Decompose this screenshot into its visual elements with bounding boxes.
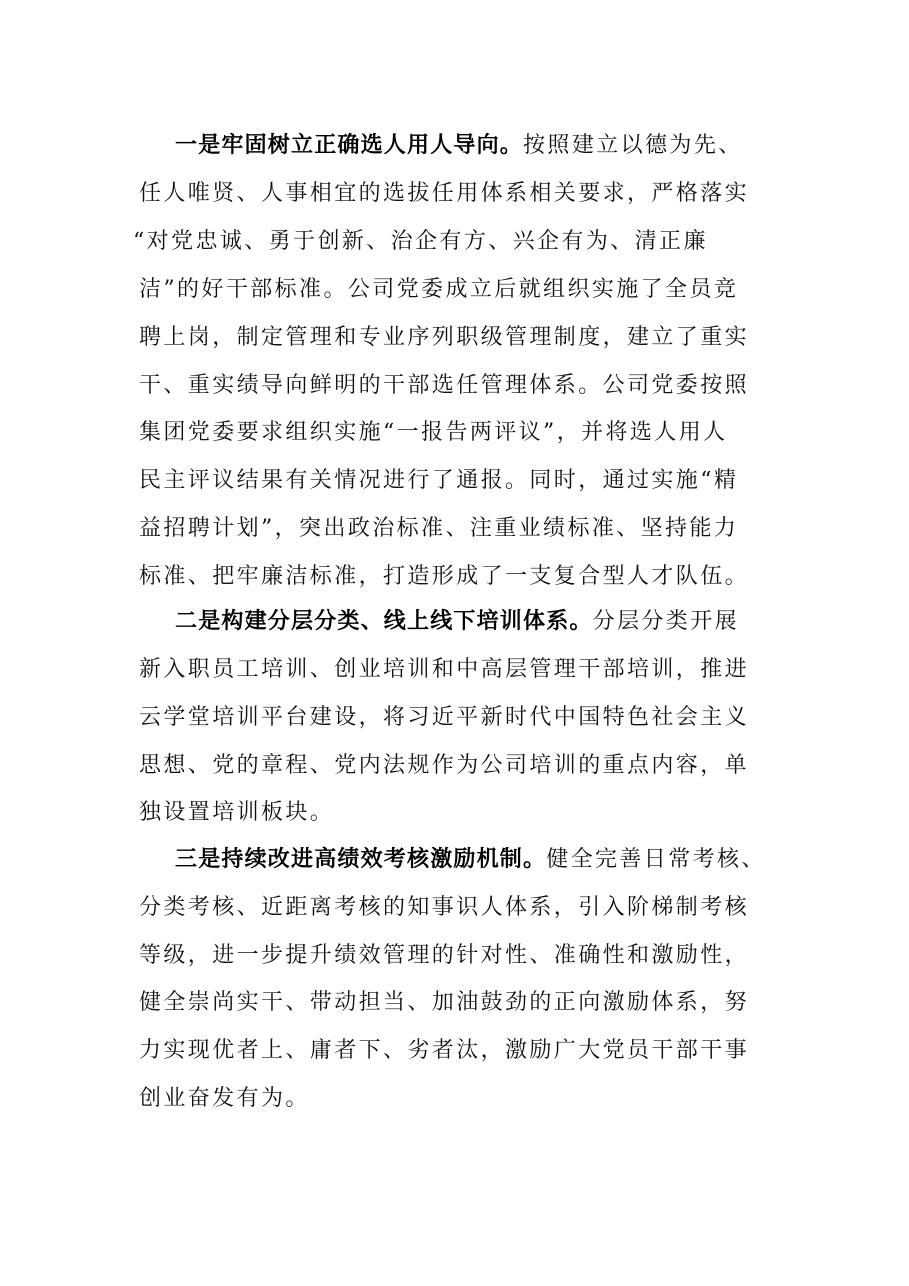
paragraph-1-line-5: 聘上岗，制定管理和专业序列职级管理制度，建立了重实 xyxy=(139,325,750,350)
paragraph-3-line-3: 等级，进一步提升绩效管理的针对性、准确性和激励性， xyxy=(139,943,750,968)
paragraph-3-line-2: 分类考核、近距离考核的知事识人体系，引入阶梯制考核 xyxy=(139,895,750,920)
paragraph-1-line-8: 民主评议结果有关情况进行了通报。同时，通过实施“精 xyxy=(139,468,739,493)
paragraph-3-first-line xyxy=(175,845,766,875)
paragraph-3-line-6: 创业奋发有为。 xyxy=(139,1086,310,1111)
paragraph-1-heading: 一是牢固树立正确选人用人导向。 xyxy=(175,133,524,158)
paragraph-1-line-7: 集团党委要求组织实施“一报告两评议”，并将选人用人 xyxy=(139,420,728,445)
paragraph-3-line-5: 力实现优者上、庸者下、劣者汰，激励广大党员干部干事 xyxy=(139,1038,750,1063)
paragraph-1-line-6: 干、重实绩导向鲜明的干部选任管理体系。公司党委按照 xyxy=(139,373,750,398)
paragraph-1-line-3: “对党忠诚、勇于创新、治企有方、兴企有为、清正廉 xyxy=(133,229,708,254)
paragraph-3-heading: 三是持续改进高绩效考核激励机制。 xyxy=(175,847,547,872)
paragraph-3-line-4: 健全崇尚实干、带动担当、加油鼓劲的正向激励体系，努 xyxy=(139,990,750,1015)
paragraph-1-line-9: 益招聘计划”，突出政治标准、注重业绩标准、坚持能力 xyxy=(139,516,739,541)
paragraph-2-line-5: 独设置培训板块。 xyxy=(139,800,335,825)
paragraph-1-line-10: 标准、把牢廉洁标准，打造形成了一支复合型人才队伍。 xyxy=(139,564,750,589)
paragraph-2-line-3: 云学堂培训平台建设，将习近平新时代中国特色社会主义 xyxy=(139,705,750,730)
paragraph-1-line-4: 洁”的好干部标准。公司党委成立后就组织实施了全员竞 xyxy=(139,277,739,302)
paragraph-2-heading: 二是构建分层分类、线上线下培训体系。 xyxy=(175,609,593,634)
paragraph-1-line-2: 任人唯贤、人事相宜的选拔任用体系相关要求，严格落实 xyxy=(139,181,750,206)
paragraph-3-first-text: 健全完善日常考核、 xyxy=(546,847,766,872)
paragraph-2-line-4: 思想、党的章程、党内法规作为公司培训的重点内容，单 xyxy=(139,753,750,778)
paragraph-2-first-line xyxy=(175,607,739,637)
paragraph-2-first-text: 分层分类开展 xyxy=(592,609,740,634)
paragraph-1-first-text: 按照建立以德为先、 xyxy=(523,133,743,158)
paragraph-2-line-2: 新入职员工培训、创业培训和中高层管理干部培训，推进 xyxy=(139,657,750,682)
paragraph-1-first-line xyxy=(175,131,743,161)
